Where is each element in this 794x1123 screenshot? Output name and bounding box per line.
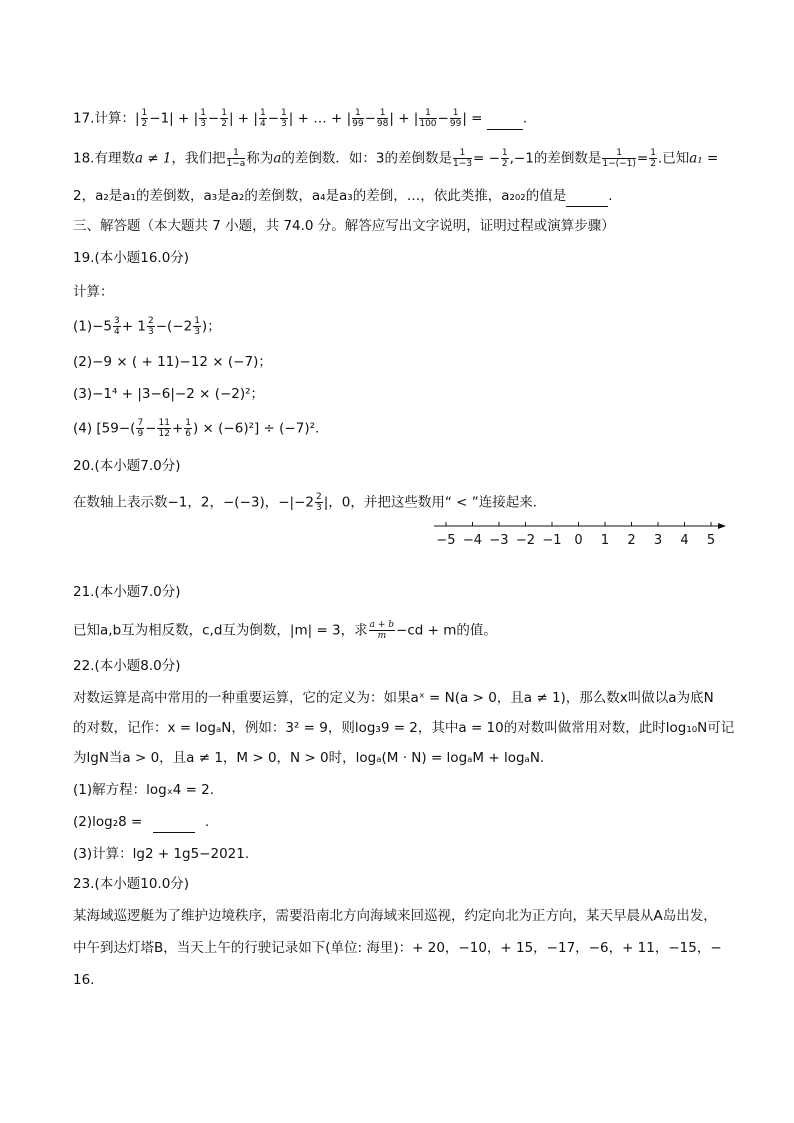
q22-text: (2)log₂8 = bbox=[73, 814, 143, 830]
number-line-tick-label: −4 bbox=[462, 533, 483, 548]
question-21-text bbox=[73, 620, 497, 641]
q17-term: | + … + | bbox=[288, 110, 352, 127]
q19-text: (1)−5 bbox=[73, 318, 113, 335]
q19-text: + bbox=[171, 420, 184, 437]
q18-math: a ≠ 1 bbox=[134, 150, 172, 167]
q19-text: − bbox=[145, 420, 157, 437]
question-22-part-2 bbox=[73, 812, 209, 833]
question-19-part-4 bbox=[73, 418, 319, 439]
fraction: $\frac{1}{100}$ bbox=[419, 108, 437, 129]
q18-text: ,−1的差倒数是 bbox=[509, 150, 602, 167]
number-line-tick-label: −2 bbox=[515, 533, 536, 548]
number-line-tick-label: −1 bbox=[542, 533, 562, 548]
fraction: $\frac{1}{2}$ bbox=[501, 148, 508, 169]
q17-end: . bbox=[522, 110, 528, 127]
q19-text: ) × (−6)²] ÷ (−7)². bbox=[192, 420, 320, 437]
q18-text: .已知 bbox=[657, 150, 690, 167]
question-22-line-3: 为lgN当a > 0，且a ≠ 1，M > 0，N > 0时，logₐ(M · N) = logₐM + logₐN. bbox=[73, 750, 545, 766]
number-line bbox=[430, 516, 730, 550]
fraction: $\frac{1}{1-(-1)}$ bbox=[602, 148, 636, 169]
question-19-part-3: (3)−1⁴ + |3−6|−2 × (−2)²； bbox=[73, 386, 265, 402]
q18-end: . bbox=[608, 188, 613, 204]
fraction: $\frac{1}{98}$ bbox=[376, 108, 389, 129]
q17-term: − bbox=[437, 110, 449, 127]
fraction: $\frac{1}{6}$ bbox=[185, 418, 191, 439]
q17-term: | = bbox=[462, 110, 483, 127]
arrow-right-icon bbox=[718, 523, 726, 529]
q18-text: = − bbox=[472, 150, 500, 167]
fraction: $\frac{1}{2}$ bbox=[221, 108, 227, 129]
question-22-line-1: 对数运算是高中常用的一种重要运算，它的定义为：如果aˣ = N(a > 0，且a ≠ 1)，那么数x叫做以a为底N bbox=[73, 690, 714, 706]
q20-text: |，0，并把这些数用“ < ”连接起来． bbox=[323, 494, 547, 511]
question-21-title: 21.(本小题7.0分) bbox=[73, 584, 181, 600]
question-17 bbox=[73, 108, 527, 130]
q22-end: . bbox=[204, 814, 210, 830]
q17-term: | + | bbox=[389, 110, 419, 127]
q18-text: = bbox=[636, 150, 649, 167]
fraction: $\frac{1}{99}$ bbox=[449, 108, 462, 129]
fraction: $\frac{1}{2}$ bbox=[650, 148, 656, 169]
fraction: $\frac{1}{3}$ bbox=[200, 108, 206, 129]
q18-text: ，我们把 bbox=[171, 150, 226, 167]
answer-blank[interactable] bbox=[153, 812, 195, 833]
q21-text: −cd + m的值。 bbox=[396, 622, 497, 639]
q21-text: 已知a,b互为相反数，c,d互为倒数，|m| = 3，求 bbox=[73, 622, 368, 639]
question-18-line-1 bbox=[73, 148, 718, 169]
number-line-tick-label: 5 bbox=[706, 533, 716, 548]
number-line-tick-label: 0 bbox=[574, 533, 583, 548]
question-22-part-3: (3)计算：lg2 + 1g5−2021. bbox=[73, 846, 250, 862]
number-line-tick-label: 2 bbox=[627, 533, 636, 548]
number-line-tick-label: −5 bbox=[436, 533, 456, 548]
q19-text: )； bbox=[201, 318, 221, 335]
number-line-tick-label: 3 bbox=[653, 533, 663, 548]
q19-text: −(−2 bbox=[155, 318, 193, 335]
fraction: $\frac{1}{3}$ bbox=[194, 316, 200, 337]
fraction: $\frac{3}{4}$ bbox=[114, 316, 120, 337]
fraction: $\frac{1}{99}$ bbox=[352, 108, 364, 129]
q17-term: − bbox=[207, 110, 220, 127]
question-23-title: 23.(本小题10.0分) bbox=[73, 876, 190, 892]
q18-math: a₁ = bbox=[689, 150, 719, 167]
fraction: $\frac{2}{3}$ bbox=[147, 316, 154, 337]
answer-blank[interactable] bbox=[487, 109, 523, 130]
question-22-line-2: 的对数，记作：x = logₐN，例如：3² = 9，则log₃9 = 2，其中a = 10的对数叫做常用对数，此时log₁₀N可记 bbox=[73, 720, 735, 736]
number-line-tick-label: 1 bbox=[600, 533, 610, 548]
q17-term: | + | bbox=[228, 110, 258, 127]
q19-text: + 1 bbox=[121, 318, 146, 335]
q18-text: 2，a₂是a₁的差倒数，a₃是a₂的差倒数，a₄是a₃的差倒，…，依此类推，a₂₀₂的值是 bbox=[73, 188, 567, 204]
fraction: $\frac{7}{9}$ bbox=[137, 418, 144, 439]
q20-text: 在数轴上表示数−1，2，−(−3)，−|−2 bbox=[73, 494, 314, 511]
question-19-title: 19.(本小题16.0分) bbox=[73, 250, 190, 266]
number-line-tick-label: 4 bbox=[680, 533, 689, 548]
answer-blank[interactable] bbox=[566, 186, 608, 207]
number-line-tick-label: −3 bbox=[489, 533, 509, 548]
fraction: $\frac{1}{2}$ bbox=[141, 108, 148, 129]
question-19-intro: 计算： bbox=[73, 284, 114, 300]
section-3-heading: 三、解答题（本大题共 7 小题，共 74.0 分。解答应写出文字说明，证明过程或演算步骤） bbox=[73, 218, 615, 234]
fraction: $\frac{a + b}{m}$ bbox=[369, 620, 395, 641]
q17-term: − bbox=[267, 110, 280, 127]
fraction: $\frac{1}{1-3}$ bbox=[452, 148, 472, 169]
question-22-title: 22.(本小题8.0分) bbox=[73, 658, 181, 674]
fraction: $\frac{2}{3}$ bbox=[316, 492, 322, 513]
question-18-line-2 bbox=[73, 186, 613, 207]
fraction: $\frac{11}{12}$ bbox=[158, 418, 170, 439]
question-23-line-3: 16. bbox=[73, 972, 95, 988]
question-20-text bbox=[73, 492, 546, 513]
question-22-part-1: (1)解方程：logₓ4 = 2. bbox=[73, 782, 215, 798]
q18-text: 的差倒数．如：3的差倒数是 bbox=[281, 150, 452, 167]
q17-term: −1| + | bbox=[149, 110, 199, 127]
question-19-part-1 bbox=[73, 316, 221, 337]
question-23-line-1: 某海域巡逻艇为了维护边境秩序，需要沿南北方向海域来回巡视，约定向北为正方向，某天早晨从A岛出发， bbox=[73, 908, 717, 924]
q18-text: 18.有理数 bbox=[73, 150, 135, 167]
fraction: $\frac{1}{4}$ bbox=[259, 108, 266, 129]
q19-text: (4) [59−( bbox=[73, 420, 136, 437]
q17-bar: | bbox=[134, 110, 140, 127]
q17-label: 17.计算： bbox=[73, 110, 135, 127]
q17-term: − bbox=[364, 110, 376, 127]
fraction: $\frac{1}{1-a}$ bbox=[226, 148, 246, 169]
q18-math: a bbox=[273, 150, 282, 167]
fraction: $\frac{1}{3}$ bbox=[281, 108, 287, 129]
q18-text: 称为 bbox=[246, 150, 274, 167]
question-23-line-2: 中午到达灯塔B，当天上午的行驶记录如下(单位: 海里)：+ 20，−10，+ 15，−17，−6，+ 11，−15，− bbox=[73, 940, 722, 956]
question-20-title: 20.(本小题7.0分) bbox=[73, 458, 181, 474]
question-19-part-2: (2)−9 × ( + 11)−12 × (−7)； bbox=[73, 354, 272, 370]
